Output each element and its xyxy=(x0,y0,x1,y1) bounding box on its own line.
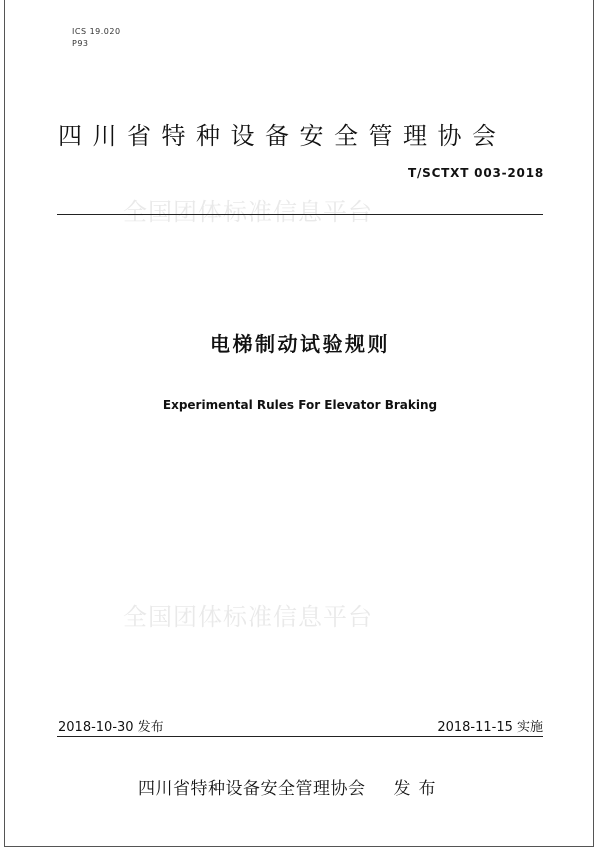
document-title: 电梯制动试验规则 xyxy=(210,332,390,356)
publisher-line xyxy=(138,774,444,799)
release-date: 2018-10-30 发布 xyxy=(58,720,164,735)
implement-date: 2018-11-15 实施 xyxy=(437,720,543,735)
watermark-top: 全国团体标准信息平台 xyxy=(123,198,373,226)
document-subtitle-english: Experimental Rules For Elevator Braking xyxy=(162,398,438,412)
footer-divider xyxy=(57,736,543,737)
header-divider xyxy=(57,214,543,215)
watermark-bottom: 全国团体标准信息平台 xyxy=(123,603,373,631)
publisher-suffix: 发布 xyxy=(393,779,444,799)
ics-code: ICS 19.020 xyxy=(72,27,121,36)
organization-title: 四川省特种设备安全管理协会 xyxy=(58,122,507,150)
standard-number: T/SCTXT 003-2018 xyxy=(407,166,544,180)
ics-code-block xyxy=(72,26,121,50)
publisher-name: 四川省特种设备安全管理协会 xyxy=(138,779,366,799)
ccs-code: P93 xyxy=(72,39,89,48)
